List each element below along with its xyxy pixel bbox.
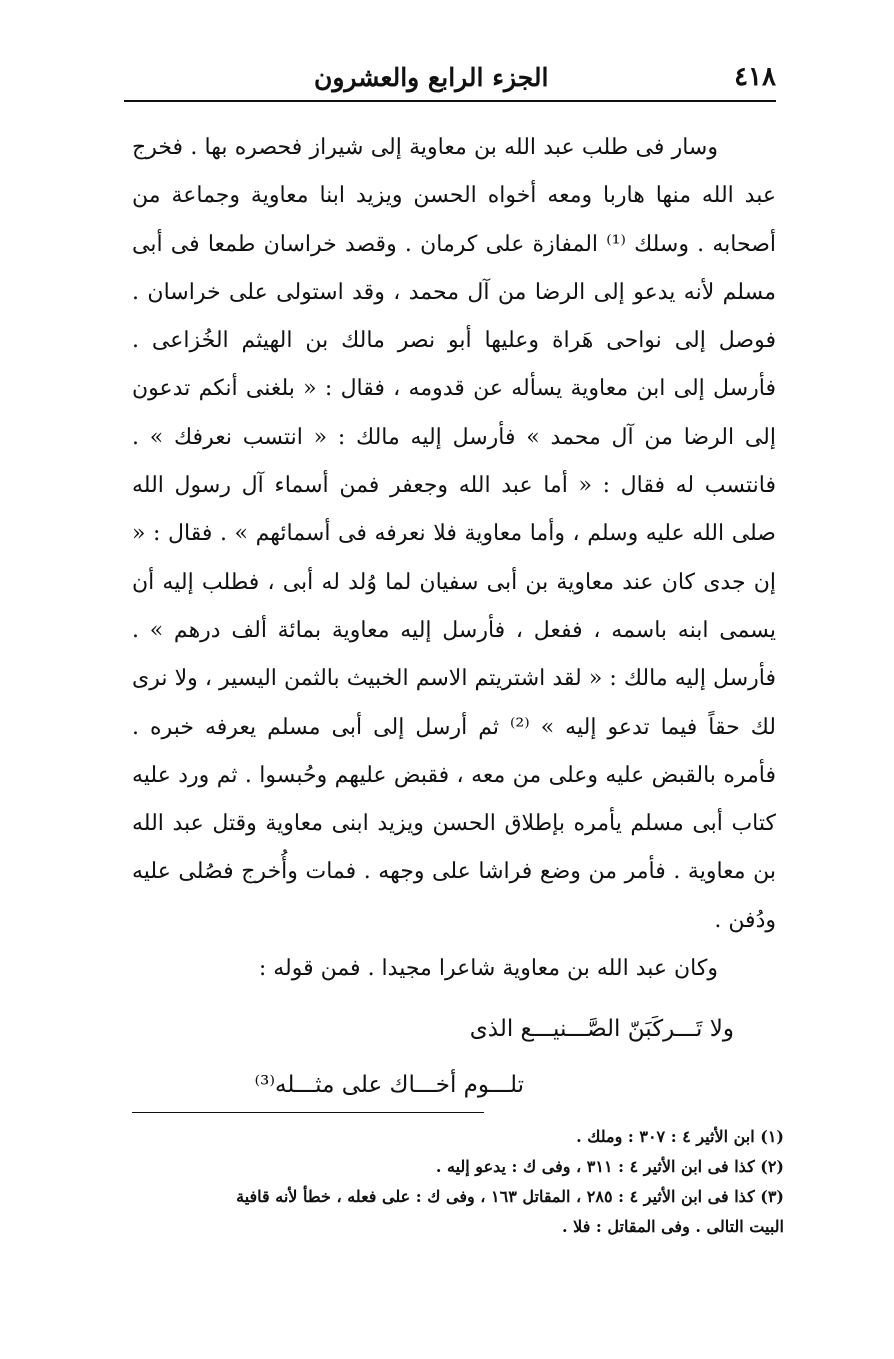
footnote-3-continued: البيت التالى . وفى المقاتل : فلا . <box>562 1217 784 1236</box>
footnote-2: (٢) كذا فى ابن الأثير ٤ : ٣١١ ، وفى ك : يدعو إليه . <box>435 1157 784 1176</box>
page-number: ٤١٨ <box>734 62 776 92</box>
footnote-3: (٣) كذا فى ابن الأثير ٤ : ٢٨٥ ، المقاتل ١٦٣ ، وفى ك : على فعله ، خطأ لأنه قافية <box>236 1187 784 1206</box>
verse-line-2: تلـــوم أخـــاك على مثـــله⁽³⁾ <box>254 1072 524 1098</box>
running-header <box>124 42 776 102</box>
main-text <box>132 124 776 993</box>
body-paragraph-1: وسار فى طلب عبد الله بن معاوية إلى شيراز فحصره بها . فخرج عبد الله منها هاربا ومعه أخواه الحسن ويزيد ابنا معاوية وجماعة من أصحابه . وسلك ⁽¹⁾ المفازة على كرمان . وقصد خراسان طمعا فى أبى مسلم لأنه يدعو إلى الرضا من آل محمد ، وقد استولى على خراسان . فوصل إلى نواحى هَراة وعليها أبو نصر مالك بن الهيثم الخُزاعى . فأرسل إلى ابن معاوية يسأله عن قدومه ، فقال : « بلغنى أنكم تدعون إلى الرضا من آل محمد » فأرسل إليه مالك : « انتسب نعرفك » . فانتسب له فقال : « أما عبد الله وجعفر فمن أسماء آل رسول الله صلى الله عليه وسلم ، وأما معاوية فلا نعرفه فى أسمائهم » . فقال : « إن جدى كان عند معاوية بن أبى سفيان لما وُلد له أبى ، فطلب إليه أن يسمى ابنه باسمه ، ففعل ، فأرسل إليه معاوية بمائة ألف درهم » . فأرسل إليه مالك : « لقد اشتريتم الاسم الخبيث بالثمن اليسير ، ولا نرى لك حقاً فيما تدعو إليه » ⁽²⁾ ثم أرسل إلى أبى مسلم يعرفه خبره . فأمره بالقبض عليه وعلى من معه ، فقبض عليهم وحُبسوا . ثم ورد عليه كتاب أبى مسلم يأمره بإطلاق الحسن ويزيد ابنى معاوية وقتل عبد الله بن معاوية . فأمر من وضع فراشا على وجهه . فمات وأُخرج فصُلى عليه ودُفن . <box>132 135 776 933</box>
body-paragraph-2: وكان عبد الله بن معاوية شاعرا مجيدا . فمن قوله : <box>258 956 718 982</box>
footnote-1: (١) ابن الأثير ٤ : ٣٠٧ : وملك . <box>576 1127 784 1146</box>
footnotes <box>132 1122 784 1242</box>
running-title: الجزء الرابع والعشرون <box>314 63 549 92</box>
footnote-divider <box>132 1112 484 1113</box>
verse-line-1: ولا تَـــركَبَنّ الصَّـــنيـــع الذى <box>469 1016 734 1042</box>
